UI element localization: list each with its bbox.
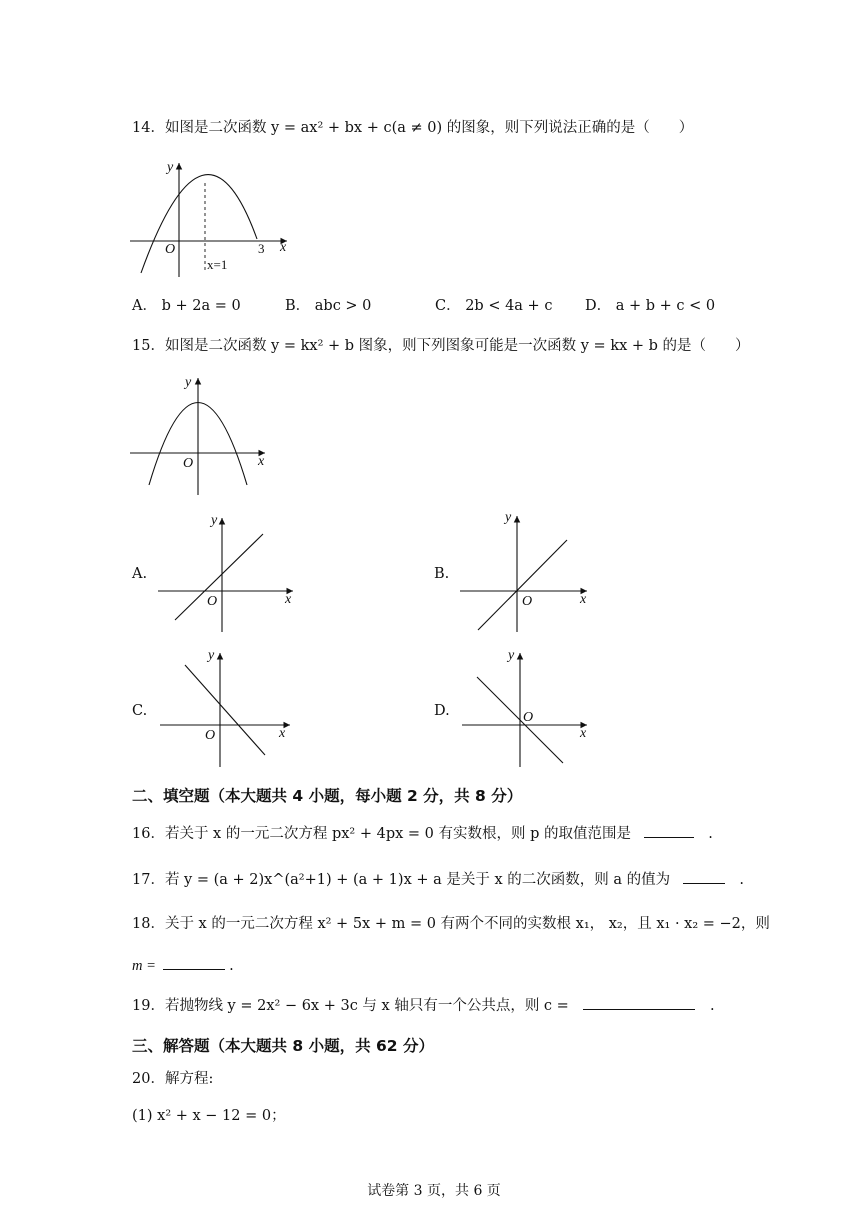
qb-y-label: y xyxy=(505,510,512,525)
qd-y-label: y xyxy=(508,648,515,663)
q15-option-d-graph xyxy=(457,645,607,770)
q15-option-c-letter: C. xyxy=(132,703,148,719)
q19 xyxy=(132,995,715,1016)
qd-x-label: x xyxy=(580,726,587,741)
q14-x-label: x xyxy=(280,240,287,255)
q20-part1: (1) x² + x − 12 = 0； xyxy=(132,1108,286,1124)
q14-option-c: C． 2b < 4a + c xyxy=(435,298,553,314)
q16-text: 16．若关于 x 的一元二次方程 px² + 4px = 0 有实数根，则 p 的取值范围是 xyxy=(132,826,631,842)
q14-origin-label: O xyxy=(165,242,176,257)
q18-answer-blank[interactable] xyxy=(163,955,225,970)
qb-origin-label: O xyxy=(522,594,533,609)
qb-x-label: x xyxy=(580,592,587,607)
q14-option-a: A． b + 2a = 0 xyxy=(132,298,241,314)
q14-y-label: y xyxy=(167,160,174,175)
qc-x-label: x xyxy=(279,726,286,741)
q15-parabola-graph xyxy=(125,370,275,500)
q15-option-c-graph xyxy=(155,645,305,770)
q17 xyxy=(132,869,744,890)
q18-text: 18．关于 x 的一元二次方程 x² + 5x + m = 0 有两个不同的实数根 x₁， x₂，且 x₁ · x₂ = −2，则 xyxy=(132,916,770,932)
q17-answer-blank[interactable] xyxy=(683,869,725,884)
section-3-heading: 三、解答题（本大题共 8 小题，共 62 分） xyxy=(132,1037,434,1055)
q15-option-b-letter: B. xyxy=(434,566,450,582)
page-footer: 试卷第 3 页，共 6 页 xyxy=(367,1183,501,1199)
q14-option-b: B． abc > 0 xyxy=(285,298,372,314)
q15-option-a-letter: A. xyxy=(132,566,148,582)
q16-answer-blank[interactable] xyxy=(644,823,694,838)
q14-stem: 14．如图是二次函数 y = ax² + bx + c(a ≠ 0) 的图象，则下列说法正确的是（ ） xyxy=(132,120,694,136)
q18-m: m = xyxy=(132,958,156,974)
q16-end: . xyxy=(708,826,713,842)
q15-y-label: y xyxy=(185,375,192,390)
q15-origin-label: O xyxy=(183,456,194,471)
q14-three-label: 3 xyxy=(258,241,265,256)
q16 xyxy=(132,823,713,844)
qc-y-label: y xyxy=(208,648,215,663)
q18-end: . xyxy=(229,958,234,974)
q15-option-d-letter: D. xyxy=(434,703,450,719)
q14-parabola-graph xyxy=(125,155,300,280)
qa-origin-label: O xyxy=(207,594,218,609)
qa-line xyxy=(175,534,263,620)
q19-end: . xyxy=(710,998,715,1014)
q14-parabola xyxy=(141,175,257,273)
qd-origin-label: O xyxy=(523,710,534,725)
q15-x-label: x xyxy=(258,454,265,469)
q18-line2 xyxy=(132,955,234,976)
qc-origin-label: O xyxy=(205,728,216,743)
qb-line xyxy=(478,540,567,630)
q15-option-a-graph xyxy=(155,510,305,635)
q14-option-d: D． a + b + c < 0 xyxy=(585,298,716,314)
section-2-heading: 二、填空题（本大题共 4 小题，每小题 2 分，共 8 分） xyxy=(132,787,523,805)
q14-axis-line-label: x=1 xyxy=(207,257,228,272)
qc-line xyxy=(185,665,265,755)
q17-end: . xyxy=(739,872,744,888)
qa-y-label: y xyxy=(211,513,218,528)
q15-stem: 15．如图是二次函数 y = kx² + b 图象，则下列图象可能是一次函数 y = kx + b 的是（ ） xyxy=(132,338,750,354)
q19-answer-blank[interactable] xyxy=(583,995,695,1010)
q17-text: 17．若 y = (a + 2)x^(a²+1) + (a + 1)x + a 是关于 x 的二次函数，则 a 的值为 xyxy=(132,872,671,888)
q20-title: 20．解方程: xyxy=(132,1071,214,1087)
q19-text: 19．若抛物线 y = 2x² − 6x + 3c 与 x 轴只有一个公共点，则 c = xyxy=(132,998,569,1014)
q15-option-b-graph xyxy=(457,508,607,633)
qa-x-label: x xyxy=(285,592,292,607)
